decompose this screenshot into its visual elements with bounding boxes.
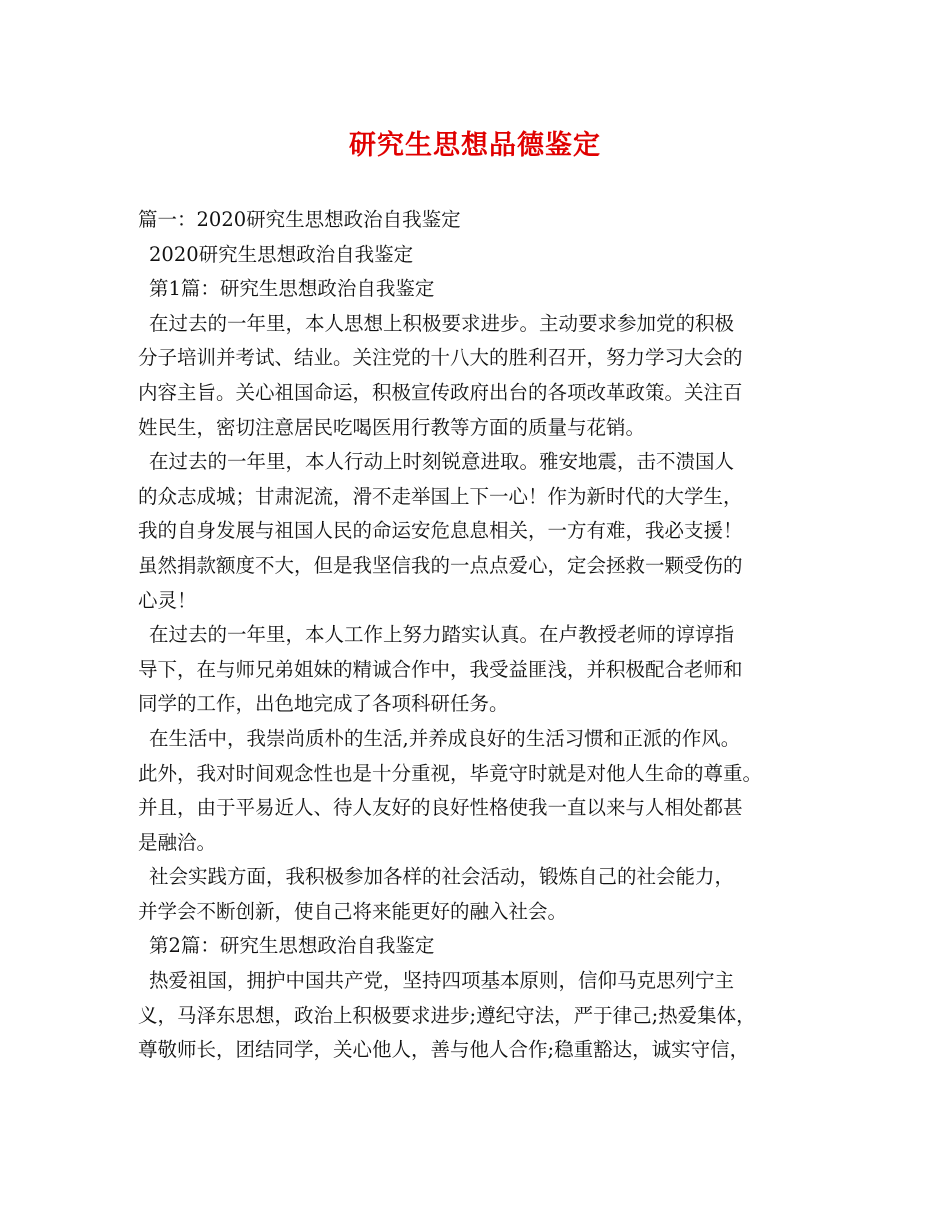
body-text-line: 社会实践方面，我积极参加各样的社会活动，锻炼自己的社会能力， (149, 865, 735, 889)
body-text-line: 尊敬师长，团结同学，关心他人，善与他人合作;稳重豁达，诚实守信， (138, 1038, 750, 1062)
body-text-line: 同学的工作，出色地完成了各项科研任务。 (138, 692, 509, 716)
body-text-line: 心灵！ (138, 588, 197, 612)
body-text-line: 第1篇：研究生思想政治自我鉴定 (149, 277, 435, 301)
body-text-line: 的众志成城；甘肃泥流，滑不走举国上下一心！作为新时代的大学生， (138, 484, 743, 508)
body-text-line: 内容主旨。关心祖国命运，积极宣传政府出台的各项改革政策。关注百 (138, 380, 743, 404)
body-text-line: 义，马泽东思想，政治上积极要求进步;遵纪守法，严于律己;热爱集体， (138, 1003, 756, 1027)
body-text-line: 是融洽。 (138, 830, 217, 854)
body-text-line: 在过去的一年里，本人行动上时刻锐意进取。雅安地震，击不溃国人 (149, 450, 735, 474)
body-text-line: 并且，由于平易近人、待人友好的良好性格使我一直以来与人相处都甚 (138, 796, 743, 820)
body-text-line: 此外，我对时间观念性也是十分重视，毕竟守时就是对他人生命的尊重。 (138, 761, 763, 785)
document-title: 研究生思想品德鉴定 (349, 130, 601, 161)
body-text-line: 分子培训并考试、结业。关注党的十八大的胜利召开，努力学习大会的 (138, 346, 743, 370)
body-text-line: 并学会不断创新，使自己将来能更好的融入社会。 (138, 899, 568, 923)
document-body (138, 203, 850, 1068)
body-text-line: 2020研究生思想政治自我鉴定 (149, 242, 414, 266)
body-text-line: 我的自身发展与祖国人民的命运安危息息相关，一方有难，我必支援！ (138, 519, 743, 543)
body-text-line: 在过去的一年里，本人工作上努力踏实认真。在卢教授老师的谆谆指 (149, 623, 735, 647)
body-text-line: 篇一：2020研究生思想政治自我鉴定 (138, 208, 461, 231)
body-text-line: 第2篇：研究生思想政治自我鉴定 (149, 934, 435, 958)
body-text-line: 在过去的一年里，本人思想上积极要求进步。主动要求参加党的积极 (149, 311, 735, 335)
body-text-line: 热爱祖国，拥护中国共产党，坚持四项基本原则，信仰马克思列宁主 (149, 969, 735, 993)
body-text-line: 导下，在与师兄弟姐妹的精诚合作中，我受益匪浅，并积极配合老师和 (138, 657, 743, 681)
body-text-line: 虽然捐款额度不大，但是我坚信我的一点点爱心，定会拯救一颗受伤的 (138, 553, 743, 577)
body-text-line: 在生活中，我崇尚质朴的生活,并养成良好的生活习惯和正派的作风。 (149, 726, 741, 750)
body-text-line: 姓民生，密切注意居民吃喝医用行教等方面的质量与花销。 (138, 415, 646, 439)
